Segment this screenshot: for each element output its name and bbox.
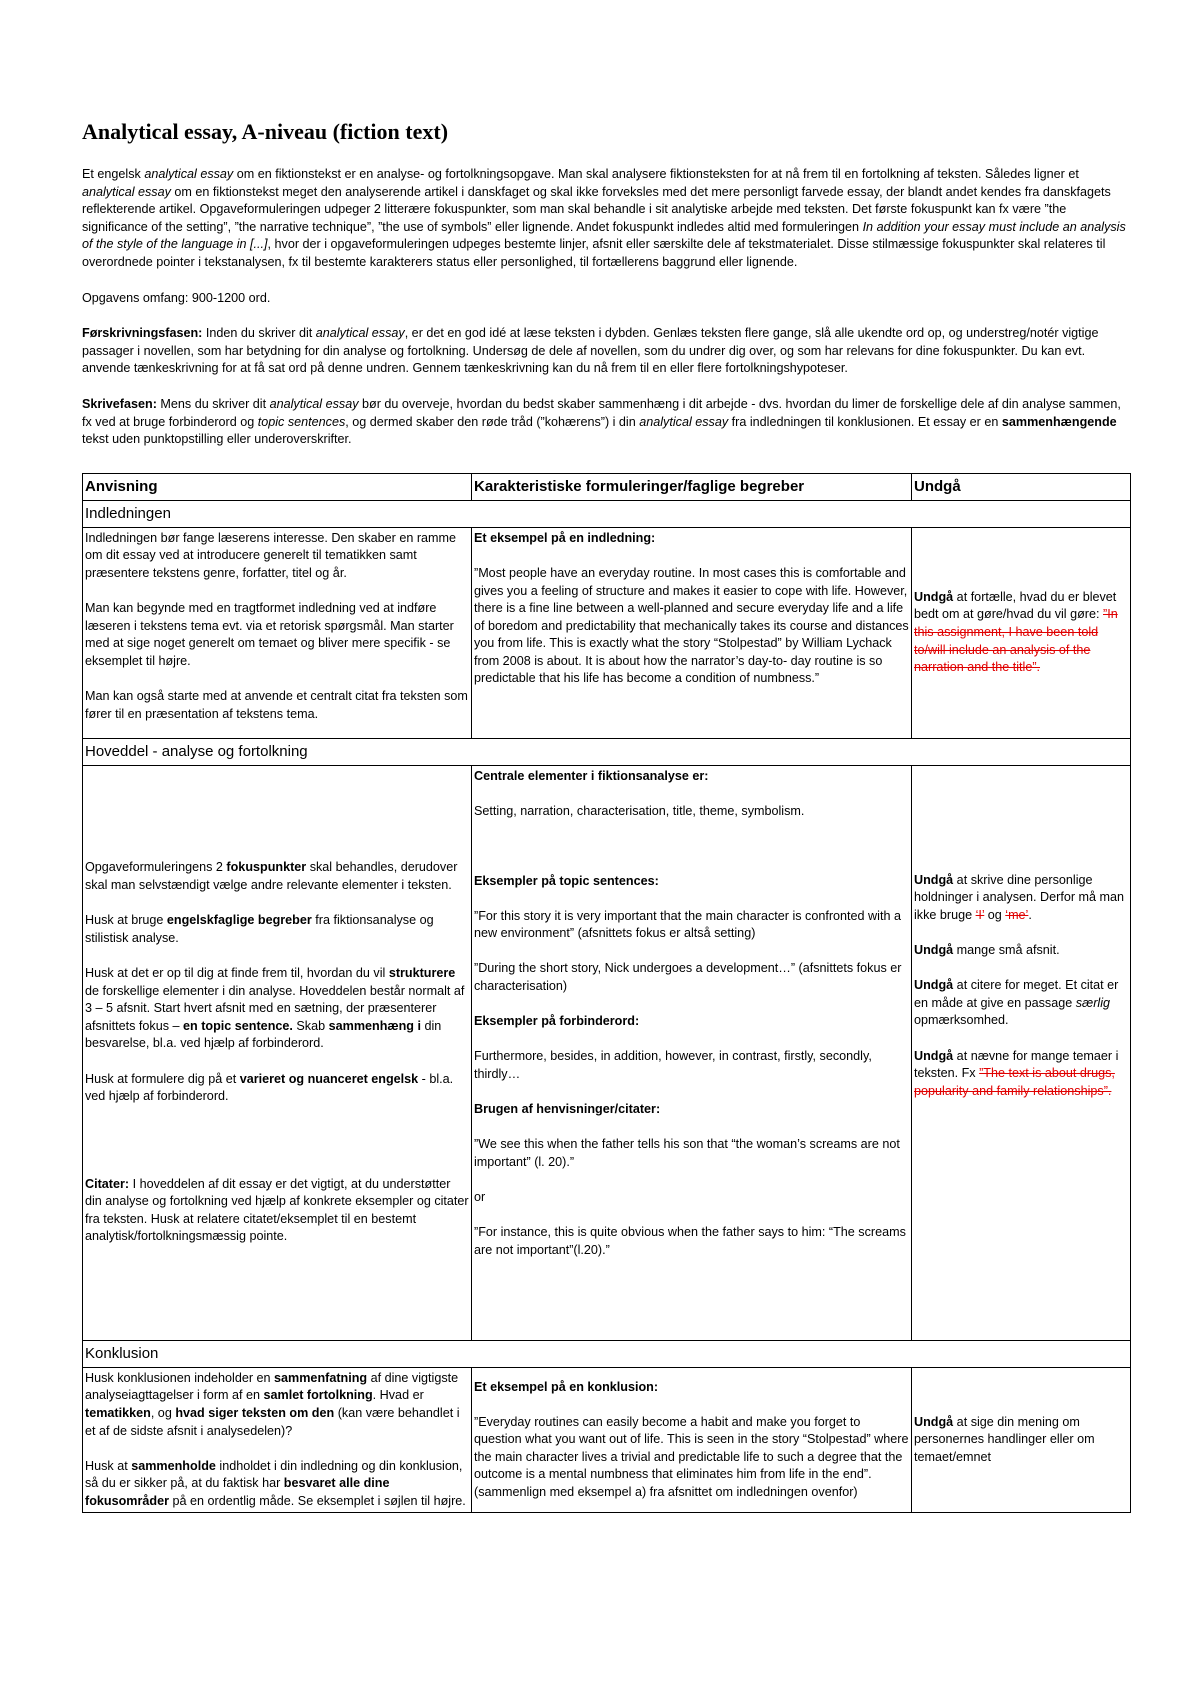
intro-paragraph: Et engelsk analytical essay om en fiktionstekst er en analyse- og fortolkningsopgave. Man skal analysere fiktionsteksten for at nå frem til en fortolkning af teksten. Således ligner et analytical essay om en fiktionstekst meget den analyserende artikel i danskfaget og skal ikke forveksles med det mere personligt farvede essay, der blandt andet kendes fra danskfagets reflekterende artikel. Opgaveformuleringen udpeger 2 litterære fokuspunkter, som man skal behandle i sit analytiske arbejde med teksten. Det første fokuspunkt kan fx være ”the significance of the setting”, ”the narrative technique”, ”the use of symbols” eller lignende. Andet fokuspunkt indledes altid med formuleringen In addition your essay must include an analysis of the style of the language in [...], hvor der i opgaveformuleringen udpeges bestemte linjer, afsnit eller særskilte dele af tekstmaterialet. Disse stilmæssige fokuspunkter skal relateres til overordnede pointer i tekstanalysen, fx til bestemte karakterers status eller personlighed, til fortællerens baggrund eller lignende. [82,167,1126,269]
intro-anvisning-cell: Indledningen bør fange læserens interesse. Den skaber en ramme om dit essay ved at introducere generelt til tematikken samt præsentere tekstens genre, forfatter, titel og år. Man kan begynde med en tragtformet indledning ved at indføre læseren i tekstens tema evt. via et retorisk spørgsmål. Man starter med at sige noget generelt om temaet og bliver mere specifik - se eksemplet til højre. Man kan også starte med at anvende et centralt citat fra teksten som fører til en præsentation af tekstens tema. [83,527,472,738]
conclusion-anvisning-cell: Husk konklusionen indeholder en sammenfatning af dine vigtigste analyseiagttagelser i form af en samlet fortolkning. Hvad er tematikken, og hvad siger teksten om den (kan være behandlet i et af de sidste afsnit i analysedelen)? Husk at sammenholde indholdet i din indledning og din konklusion, så du er sikker på, at du faktisk har besvaret alle dine fokusområder på en ordentlig måde. Se eksemplet i søjlen til højre. [83,1367,472,1513]
table-header-row [83,473,1131,500]
header-formuleringer: Karakteristiske formuleringer/faglige begreber [472,473,912,500]
table-row-intro [83,527,1131,738]
section-title: Indledningen [83,500,1131,527]
table-row-main [83,765,1131,1340]
page-title: Analytical essay, A-niveau (fiction text) [82,119,449,144]
main-avoid-cell: Undgå at skrive dine personlige holdninger i analysen. Derfor må man ikke bruge ‘I’ og ‘me’. Undgå mange små afsnit. Undgå at citere for meget. Et citat er en måde at give en passage særlig opmærksomhed. Undgå at nævne for mange temaer i teksten. Fx ”The text is about drugs, popularity and family relationships”. [912,765,1131,1340]
document-page [82,118,1130,1513]
table-row-conclusion [83,1367,1131,1513]
main-anvisning-cell: Opgaveformuleringens 2 fokuspunkter skal behandles, derudover skal man selvstændigt vælge andre relevante elementer i teksten. Husk at bruge engelskfaglige begreber fra fiktionsanalyse og stilistisk analyse. Husk at det er op til dig at finde frem til, hvordan du vil strukturere de forskellige elementer i din analyse. Hoveddelen består normalt af 3 – 5 afsnit. Start hvert afsnit med en sætning, der præsenterer afsnittets fokus – en topic sentence. Skab sammenhæng i din besvarelse, bl.a. ved hjælp af forbinderord. Husk at formulere dig på et varieret og nuanceret engelsk - bl.a. ved hjælp af forbinderord. Citater: I hoveddelen af dit essay er det vigtigt, at du understøtter din analyse og fortolkning ved hjælp af konkrete eksempler og citater fra teksten. Husk at relatere citatet/eksemplet til en bestemt analytisk/fortolkningsmæssig pointe. [83,765,472,1340]
header-anvisning: Anvisning [83,473,472,500]
prewriting-paragraph: Førskrivningsfasen: Inden du skriver dit analytical essay, er det en god idé at læse teksten i dybden. Genlæs teksten flere gange, slå alle ukendte ord op, og understreg/notér vigtige passager i novellen, som har betydning for din analyse og fortolkning. Undersøg de dele af novellen, som du undrer dig over, og som har relevans for dine fokuspunkter. Du kan evt. anvende tænkeskrivning for at få sat ord på denne undren. Gennem tænkeskrivning kan du nå frem til en eller flere fortolkningshypoteser. [82,326,1099,376]
header-undga: Undgå [912,473,1131,500]
section-row-intro [83,500,1131,527]
conclusion-example-cell: Et eksempel på en konklusion: ”Everyday routines can easily become a habit and make you forget to question what you want out of life. This is seen in the story “Stolpestad” where the main character lives a trivial and predictable life to such a degree that the outcome is a mental numbness that eliminates him from life in the end”. (sammenlign med eksempel a) fra afsnittet om indledningen ovenfor) [472,1367,912,1513]
section-row-main [83,738,1131,765]
writing-paragraph: Skrivefasen: Mens du skriver dit analytical essay bør du overveje, hvordan du bedst skaber sammenhæng i dit arbejde - dvs. hvordan du limer de forskellige dele af din analyse sammen, fx ved at bruge forbinderord og topic sentences, og dermed skaber den røde tråd (”kohærens”) i din analytical essay fra indledningen til konklusionen. Et essay er en sammenhængende tekst uden punktopstilling eller underoverskrifter. [82,396,1121,447]
intro-example-cell: Et eksempel på en indledning: ”Most people have an everyday routine. In most cases this is comfortable and gives you a feeling of structure and makes it easier to cope with life. However, there is a fine line between a well-planned and secure everyday life and a life of boredom and predictability that mechanically takes its course and distances you from life. This is exactly what the story “Stolpestad” by William Lychack from 2008 is about. It is about how the narrator’s day-to- day routine is so predictable that his life has become a condition of numbness.” [472,527,912,738]
section-title: Konklusion [83,1340,1131,1367]
main-example-cell: Centrale elementer i fiktionsanalyse er: Setting, narration, characterisation, title, theme, symbolism. Eksempler på topic sentences: ”For this story it is very important that the main character is confronted with a new environment” (afsnittets fokus er altså setting) ”During the short story, Nick undergoes a development…” (afsnittets fokus er characterisation) Eksempler på forbinderord: Furthermore, besides, in addition, however, in contrast, firstly, secondly, thirdly… Brugen af henvisninger/citater: ”We see this when the father tells his son that “the woman’s screams are not important” (l. 20).” or ”For instance, this is quite obvious when the father says to him: “The screams are not important”(l.20).” [472,765,912,1340]
intro-avoid-cell: Undgå at fortælle, hvad du er blevet bedt om at gøre/hvad du vil gøre: ”In this assignment, I have been told to/will include an analysis of the narration and the title”. [912,527,1131,738]
conclusion-avoid-cell: Undgå at sige din mening om personernes handlinger eller om temaet/emnet [912,1367,1131,1513]
section-title: Hoveddel - analyse og fortolkning [83,738,1131,765]
guide-table [82,473,1131,1514]
section-row-conclusion [83,1340,1131,1367]
scope-paragraph: Opgavens omfang: 900-1200 ord. [82,290,271,305]
